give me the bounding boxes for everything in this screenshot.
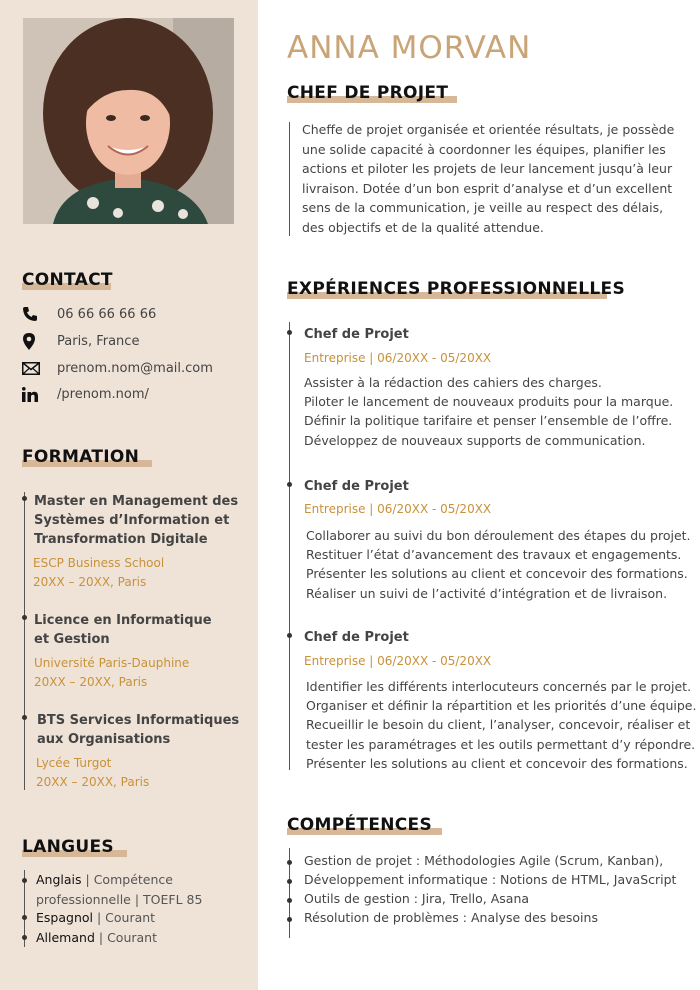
formation-degree: BTS Services Informatiques aux Organisations — [37, 713, 240, 747]
sidebar — [0, 0, 258, 990]
experience-company-dates: Entreprise | 06/20XX - 05/20XX — [304, 654, 492, 668]
contact-phone[interactable] — [22, 306, 156, 322]
langues-section-title: LANGUES — [22, 837, 114, 857]
contact-phone-value: 06 66 66 66 66 — [57, 306, 157, 322]
experience-description: Assister à la rédaction des cahiers des charges. Piloter le lancement de nouveaux produits pour la marque. Définir la politique tarifaire et penser l’ensemble de l’offre. Développez de nouveaux supports de communication. — [304, 375, 674, 448]
experience-job-title: Chef de Projet — [304, 327, 409, 342]
skill-item: Gestion de projet : Méthodologies Agile (Scrum, Kanban), — [304, 853, 664, 868]
language-item: Allemand | Courant — [36, 930, 157, 945]
langues-timeline-dot — [22, 878, 27, 883]
language-item: Espagnol | Courant — [36, 910, 156, 925]
formation-timeline-dot — [22, 715, 27, 720]
formation-school: ESCP Business School 20XX – 20XX, Paris — [33, 556, 165, 589]
job-title: CHEF DE PROJET — [287, 83, 449, 103]
experience-company-dates: Entreprise | 06/20XX - 05/20XX — [304, 351, 492, 365]
language-name: Espagnol — [36, 910, 93, 925]
formation-school: Lycée Turgot 20XX – 20XX, Paris — [36, 756, 150, 789]
formation-timeline-line — [24, 492, 25, 790]
experience-company-dates: Entreprise | 06/20XX - 05/20XX — [304, 502, 492, 516]
location-pin-icon — [22, 333, 42, 349]
profile-summary: Cheffe de projet organisée et orientée résultats, je possède une solide capacité à coordonner les équipes, planifier les actions et piloter les projets de leur lancement jusqu’à leur livraison. Dotée d’un bon esprit d’analyse et d’un excellent sens de la communication, je veille au respect des délais, des objectifs et de la qualité attendue. — [302, 122, 675, 235]
language-level: Courant — [107, 930, 157, 945]
skills-timeline-dot — [287, 917, 292, 922]
formation-degree: Master en Management des Systèmes d’Information et Transformation Digitale — [34, 494, 239, 547]
phone-icon — [22, 306, 42, 322]
formation-timeline-dot — [22, 496, 27, 501]
skill-item: Outils de gestion : Jira, Trello, Asana — [304, 891, 530, 906]
contact-linkedin-value: /prenom.nom/ — [57, 386, 149, 402]
contact-linkedin[interactable] — [22, 386, 149, 402]
skills-section-title: COMPÉTENCES — [287, 815, 432, 835]
summary-line — [289, 122, 290, 236]
mail-icon — [22, 360, 42, 376]
skills-timeline-dot — [287, 898, 292, 903]
experience-timeline-dot — [287, 633, 292, 638]
experience-timeline-line — [289, 322, 290, 770]
language-level: Compétence — [93, 872, 173, 887]
formation-degree: Licence en Informatique et Gestion — [34, 613, 212, 647]
contact-section-title: CONTACT — [22, 270, 113, 290]
experience-timeline-dot — [287, 482, 292, 487]
formation-school: Université Paris-Dauphine 20XX – 20XX, Paris — [34, 656, 190, 689]
skills-timeline-dot — [287, 860, 292, 865]
experience-timeline-dot — [287, 330, 292, 335]
contact-email[interactable] — [22, 360, 213, 376]
contact-location — [22, 333, 139, 349]
language-level: professionnelle | TOEFL 85 — [36, 892, 203, 907]
langues-timeline-dot — [22, 935, 27, 940]
language-name: Anglais — [36, 872, 82, 887]
experience-job-title: Chef de Projet — [304, 479, 409, 494]
profile-photo — [23, 18, 234, 224]
experience-job-title: Chef de Projet — [304, 630, 409, 645]
experience-description: Identifier les différents interlocuteurs concernés par le projet. Organiser et définir la répartition et les priorités d’une équipe. Recueillir le besoin du client, l’analyser, concevoir, réaliser et tester les paramétrages et les outils permettant d’y répondre. Présenter les solutions au client et concevoir des formations. — [306, 679, 697, 771]
linkedin-icon — [22, 386, 42, 402]
contact-location-value: Paris, France — [57, 333, 140, 349]
language-name: Allemand — [36, 930, 95, 945]
contact-email-value: prenom.nom@mail.com — [57, 360, 213, 376]
experience-section-title: EXPÉRIENCES PROFESSIONNELLES — [287, 279, 626, 299]
language-level: Courant — [105, 910, 156, 925]
language-item: Anglais | Compétence professionnelle | TOEFL 85 — [36, 870, 202, 910]
skill-item: Résolution de problèmes : Analyse des besoins — [304, 910, 598, 925]
experience-description: Collaborer au suivi du bon déroulement des étapes du projet. Restituer l’état d’avancement des travaux et engagements. Présenter les solutions au client et concevoir des formations. Réaliser un suivi de l’activité d’intégration et de livraison. — [306, 528, 691, 601]
formation-timeline-dot — [22, 615, 27, 620]
formation-section-title: FORMATION — [22, 447, 140, 467]
skills-timeline-dot — [287, 879, 292, 884]
skill-item: Développement informatique : Notions de HTML, JavaScript — [304, 872, 677, 887]
candidate-name: ANNA MORVAN — [287, 30, 532, 66]
langues-timeline-dot — [22, 915, 27, 920]
